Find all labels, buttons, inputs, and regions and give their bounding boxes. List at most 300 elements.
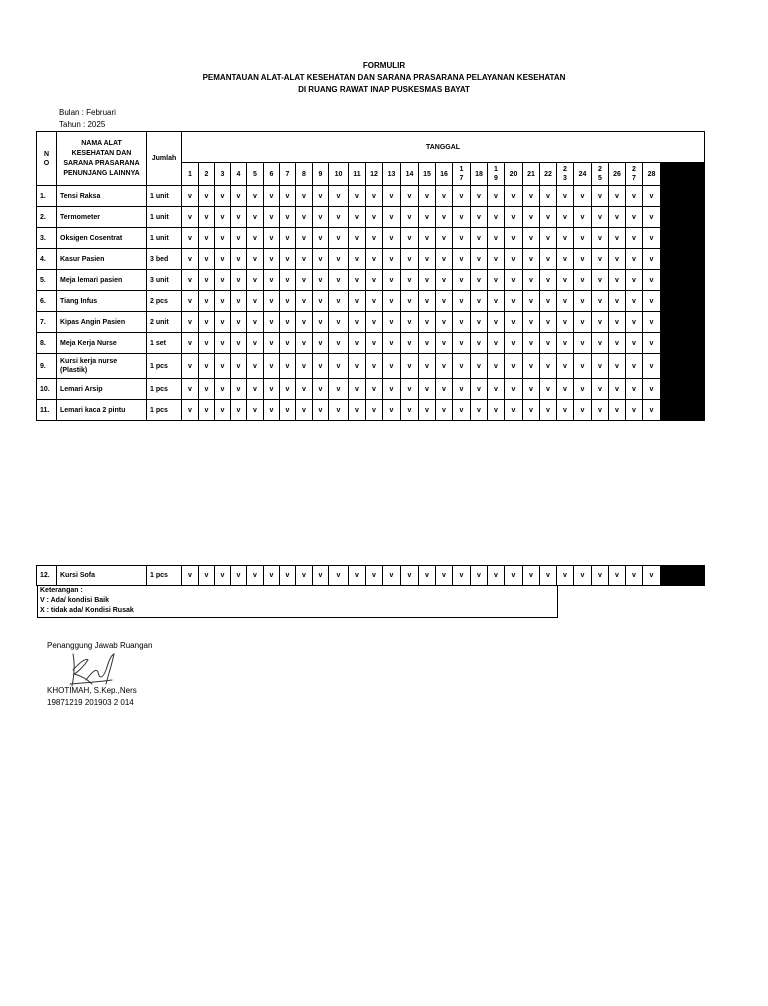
check-cell: v (557, 249, 574, 270)
check-cell: v (540, 354, 557, 379)
row-quantity: 1 pcs (147, 566, 182, 586)
check-cell: v (383, 379, 401, 400)
check-cell: v (557, 207, 574, 228)
check-cell: v (436, 379, 453, 400)
check-cell: v (574, 400, 592, 421)
check-cell: v (264, 354, 280, 379)
check-cell: v (280, 291, 296, 312)
year-label: Tahun : 2025 (59, 120, 106, 129)
row-item-name: Lemari Arsip (57, 379, 147, 400)
date-header (488, 163, 505, 186)
check-cell: v (505, 400, 523, 421)
col-no-header (37, 132, 57, 186)
check-cell: v (488, 228, 505, 249)
check-cell: v (419, 186, 436, 207)
check-cell: v (574, 207, 592, 228)
check-cell: v (505, 333, 523, 354)
check-cell: v (592, 270, 609, 291)
check-cell: v (366, 270, 383, 291)
check-cell: v (247, 228, 264, 249)
blackout-cell (661, 379, 705, 400)
check-cell: v (609, 207, 626, 228)
date-header (626, 163, 643, 186)
check-cell: v (401, 312, 419, 333)
check-cell: v (626, 186, 643, 207)
date-digit: 3 (563, 175, 567, 182)
row-no: 4. (37, 249, 57, 270)
check-cell: v (215, 312, 231, 333)
col-tanggal-header: TANGGAL (182, 132, 705, 163)
check-cell: v (643, 207, 661, 228)
date-header: 15 (419, 163, 436, 186)
row-quantity: 3 unit (147, 270, 182, 291)
signer-nip: 19871219 201903 2 014 (47, 698, 134, 707)
check-cell: v (523, 379, 540, 400)
check-cell: v (540, 186, 557, 207)
check-cell: v (383, 270, 401, 291)
check-cell: v (419, 312, 436, 333)
check-cell: v (488, 249, 505, 270)
check-cell: v (523, 566, 540, 586)
date-header: 4 (231, 163, 247, 186)
check-cell: v (280, 270, 296, 291)
check-cell: v (453, 186, 471, 207)
check-cell: v (182, 291, 199, 312)
check-cell: v (540, 228, 557, 249)
check-cell: v (329, 566, 349, 586)
check-cell: v (471, 333, 488, 354)
col-name-line: SARANA PRASARANA (63, 159, 140, 167)
table-row (37, 228, 705, 249)
check-cell: v (626, 379, 643, 400)
check-cell: v (215, 379, 231, 400)
col-name-line: KESEHATAN DAN (71, 149, 132, 157)
check-cell: v (215, 354, 231, 379)
check-cell: v (215, 291, 231, 312)
check-cell: v (199, 270, 215, 291)
check-cell: v (329, 400, 349, 421)
check-cell: v (231, 249, 247, 270)
check-cell: v (574, 186, 592, 207)
check-cell: v (540, 312, 557, 333)
blackout-cell (661, 566, 705, 586)
check-cell: v (264, 207, 280, 228)
check-cell: v (488, 291, 505, 312)
form-subtitle: PEMANTAUAN ALAT-ALAT KESEHATAN DAN SARANA PRASARANA PELAYANAN KESEHATAN (202, 73, 566, 82)
date-header: 11 (349, 163, 366, 186)
row-item-name: Oksigen Cosentrat (57, 228, 147, 249)
check-cell: v (436, 228, 453, 249)
check-cell: v (264, 400, 280, 421)
check-cell: v (643, 354, 661, 379)
check-cell: v (436, 333, 453, 354)
check-cell: v (182, 566, 199, 586)
check-cell: v (264, 270, 280, 291)
check-cell: v (296, 207, 313, 228)
check-cell: v (264, 249, 280, 270)
check-cell: v (182, 400, 199, 421)
blackout-cell (661, 249, 705, 270)
check-cell: v (643, 333, 661, 354)
check-cell: v (643, 566, 661, 586)
check-cell: v (436, 312, 453, 333)
check-cell: v (419, 207, 436, 228)
check-cell: v (296, 312, 313, 333)
check-cell: v (349, 400, 366, 421)
check-cell: v (366, 228, 383, 249)
check-cell: v (247, 400, 264, 421)
date-digit: 5 (598, 175, 602, 182)
date-digit: 9 (494, 175, 498, 182)
check-cell: v (626, 312, 643, 333)
check-cell: v (313, 228, 329, 249)
row-item-name: Kasur Pasien (57, 249, 147, 270)
check-cell: v (329, 333, 349, 354)
blackout-cell (661, 400, 705, 421)
check-cell: v (215, 249, 231, 270)
row-item-name: Meja Kerja Nurse (57, 333, 147, 354)
date-header: 14 (401, 163, 419, 186)
row-quantity: 3 bed (147, 249, 182, 270)
date-header (557, 163, 574, 186)
check-cell: v (609, 379, 626, 400)
check-cell: v (643, 400, 661, 421)
check-cell: v (436, 270, 453, 291)
blackout-cell (661, 228, 705, 249)
check-cell: v (182, 333, 199, 354)
check-cell: v (199, 207, 215, 228)
check-cell: v (313, 400, 329, 421)
check-cell: v (453, 333, 471, 354)
legend-box (37, 586, 558, 618)
check-cell: v (366, 249, 383, 270)
check-cell: v (453, 379, 471, 400)
check-cell: v (505, 312, 523, 333)
check-cell: v (264, 312, 280, 333)
check-cell: v (264, 379, 280, 400)
date-header (453, 163, 471, 186)
row-item-name: Termometer (57, 207, 147, 228)
row-no: 12. (37, 566, 57, 586)
check-cell: v (264, 228, 280, 249)
legend-title: Keterangan : (40, 587, 83, 594)
check-cell: v (349, 354, 366, 379)
check-cell: v (523, 186, 540, 207)
check-cell: v (366, 379, 383, 400)
check-cell: v (215, 186, 231, 207)
check-cell: v (436, 207, 453, 228)
check-cell: v (199, 228, 215, 249)
row-no: 5. (37, 270, 57, 291)
check-cell: v (383, 400, 401, 421)
check-cell: v (592, 400, 609, 421)
check-cell: v (329, 270, 349, 291)
check-cell: v (366, 566, 383, 586)
check-cell: v (296, 333, 313, 354)
date-header: 3 (215, 163, 231, 186)
blackout-cell (661, 354, 705, 379)
check-cell: v (436, 186, 453, 207)
check-cell: v (574, 333, 592, 354)
check-cell: v (488, 400, 505, 421)
monitoring-table-extra (36, 565, 705, 586)
check-cell: v (609, 291, 626, 312)
check-cell: v (264, 186, 280, 207)
check-cell: v (401, 400, 419, 421)
date-digit: 2 (632, 166, 636, 173)
check-cell: v (231, 228, 247, 249)
check-cell: v (523, 270, 540, 291)
check-cell: v (574, 270, 592, 291)
check-cell: v (609, 354, 626, 379)
date-digit: 1 (494, 166, 498, 173)
check-cell: v (540, 379, 557, 400)
check-cell: v (296, 400, 313, 421)
check-cell: v (280, 566, 296, 586)
check-cell: v (643, 312, 661, 333)
check-cell: v (626, 249, 643, 270)
check-cell: v (574, 354, 592, 379)
check-cell: v (247, 379, 264, 400)
check-cell: v (313, 291, 329, 312)
check-cell: v (366, 207, 383, 228)
date-header: 2 (199, 163, 215, 186)
check-cell: v (574, 566, 592, 586)
date-header: 21 (523, 163, 540, 186)
legend-v: V : Ada/ kondisi Baik (40, 597, 109, 604)
date-header: 28 (643, 163, 661, 186)
check-cell: v (247, 291, 264, 312)
check-cell: v (557, 186, 574, 207)
check-cell: v (419, 249, 436, 270)
check-cell: v (540, 207, 557, 228)
check-cell: v (436, 249, 453, 270)
check-cell: v (436, 354, 453, 379)
check-cell: v (419, 333, 436, 354)
check-cell: v (231, 207, 247, 228)
check-cell: v (471, 312, 488, 333)
check-cell: v (419, 379, 436, 400)
date-header: 5 (247, 163, 264, 186)
check-cell: v (280, 249, 296, 270)
monitoring-table (36, 131, 705, 421)
check-cell: v (453, 566, 471, 586)
form-location: DI RUANG RAWAT INAP PUSKESMAS BAYAT (298, 85, 470, 94)
row-item-name: Tiang Infus (57, 291, 147, 312)
date-header: 9 (313, 163, 329, 186)
table-row (37, 354, 705, 379)
date-header: 22 (540, 163, 557, 186)
check-cell: v (280, 400, 296, 421)
check-cell: v (540, 333, 557, 354)
check-cell: v (231, 333, 247, 354)
row-quantity: 1 pcs (147, 354, 182, 379)
check-cell: v (574, 249, 592, 270)
month-label: Bulan : Februari (59, 108, 116, 117)
check-cell: v (280, 333, 296, 354)
check-cell: v (296, 228, 313, 249)
check-cell: v (436, 291, 453, 312)
check-cell: v (366, 186, 383, 207)
check-cell: v (329, 228, 349, 249)
check-cell: v (349, 270, 366, 291)
blackout-cell (661, 312, 705, 333)
check-cell: v (296, 291, 313, 312)
check-cell: v (199, 291, 215, 312)
check-cell: v (401, 249, 419, 270)
check-cell: v (329, 291, 349, 312)
check-cell: v (609, 249, 626, 270)
check-cell: v (626, 354, 643, 379)
row-quantity: 1 pcs (147, 400, 182, 421)
check-cell: v (419, 566, 436, 586)
check-cell: v (609, 400, 626, 421)
check-cell: v (329, 312, 349, 333)
check-cell: v (540, 400, 557, 421)
date-header: 1 (182, 163, 199, 186)
check-cell: v (366, 291, 383, 312)
check-cell: v (505, 270, 523, 291)
check-cell: v (626, 400, 643, 421)
check-cell: v (471, 249, 488, 270)
check-cell: v (182, 379, 199, 400)
date-header: 24 (574, 163, 592, 186)
check-cell: v (280, 186, 296, 207)
check-cell: v (366, 400, 383, 421)
check-cell: v (523, 354, 540, 379)
row-quantity: 1 set (147, 333, 182, 354)
check-cell: v (247, 333, 264, 354)
row-item-name: Kursi kerja nurse (Plastik) (57, 354, 147, 379)
check-cell: v (231, 354, 247, 379)
row-quantity: 1 pcs (147, 379, 182, 400)
check-cell: v (313, 207, 329, 228)
check-cell: v (643, 186, 661, 207)
check-cell: v (296, 379, 313, 400)
table-row (37, 312, 705, 333)
check-cell: v (557, 333, 574, 354)
check-cell: v (574, 379, 592, 400)
check-cell: v (488, 207, 505, 228)
check-cell: v (199, 379, 215, 400)
check-cell: v (505, 249, 523, 270)
check-cell: v (199, 400, 215, 421)
row-no: 10. (37, 379, 57, 400)
check-cell: v (199, 333, 215, 354)
col-name-line: PENUNJANG LAINNYA (63, 169, 140, 177)
row-item-name: Lemari kaca 2 pintu (57, 400, 147, 421)
table-row (37, 291, 705, 312)
check-cell: v (383, 228, 401, 249)
check-cell: v (199, 249, 215, 270)
check-cell: v (215, 333, 231, 354)
check-cell: v (574, 291, 592, 312)
check-cell: v (401, 270, 419, 291)
row-no: 6. (37, 291, 57, 312)
check-cell: v (643, 228, 661, 249)
check-cell: v (540, 270, 557, 291)
check-cell: v (182, 186, 199, 207)
check-cell: v (505, 228, 523, 249)
check-cell: v (182, 207, 199, 228)
check-cell: v (453, 228, 471, 249)
check-cell: v (488, 566, 505, 586)
check-cell: v (231, 291, 247, 312)
row-no: 2. (37, 207, 57, 228)
check-cell: v (231, 379, 247, 400)
check-cell: v (557, 566, 574, 586)
check-cell: v (523, 228, 540, 249)
check-cell: v (313, 249, 329, 270)
check-cell: v (349, 333, 366, 354)
date-header: 18 (471, 163, 488, 186)
check-cell: v (231, 400, 247, 421)
check-cell: v (453, 207, 471, 228)
check-cell: v (280, 207, 296, 228)
check-cell: v (488, 270, 505, 291)
check-cell: v (609, 566, 626, 586)
blackout-cell (661, 163, 705, 186)
check-cell: v (366, 312, 383, 333)
check-cell: v (488, 354, 505, 379)
row-quantity: 1 unit (147, 228, 182, 249)
check-cell: v (313, 379, 329, 400)
check-cell: v (626, 207, 643, 228)
check-cell: v (488, 186, 505, 207)
check-cell: v (609, 312, 626, 333)
check-cell: v (296, 354, 313, 379)
check-cell: v (592, 249, 609, 270)
check-cell: v (182, 228, 199, 249)
check-cell: v (366, 354, 383, 379)
check-cell: v (471, 270, 488, 291)
check-cell: v (643, 270, 661, 291)
check-cell: v (557, 270, 574, 291)
check-cell: v (401, 207, 419, 228)
check-cell: v (505, 291, 523, 312)
check-cell: v (557, 228, 574, 249)
check-cell: v (313, 270, 329, 291)
check-cell: v (383, 207, 401, 228)
check-cell: v (436, 400, 453, 421)
check-cell: v (592, 354, 609, 379)
check-cell: v (557, 379, 574, 400)
check-cell: v (523, 249, 540, 270)
check-cell: v (313, 333, 329, 354)
col-no-char: O (43, 159, 50, 167)
date-digit: 2 (598, 166, 602, 173)
check-cell: v (383, 566, 401, 586)
check-cell: v (383, 186, 401, 207)
check-cell: v (592, 186, 609, 207)
check-cell: v (296, 249, 313, 270)
check-cell: v (313, 354, 329, 379)
check-cell: v (419, 228, 436, 249)
check-cell: v (505, 566, 523, 586)
check-cell: v (383, 333, 401, 354)
check-cell: v (264, 566, 280, 586)
check-cell: v (471, 566, 488, 586)
check-cell: v (247, 186, 264, 207)
check-cell: v (574, 312, 592, 333)
check-cell: v (401, 186, 419, 207)
check-cell: v (557, 312, 574, 333)
check-cell: v (401, 228, 419, 249)
check-cell: v (471, 207, 488, 228)
check-cell: v (488, 333, 505, 354)
row-quantity: 2 pcs (147, 291, 182, 312)
check-cell: v (453, 249, 471, 270)
